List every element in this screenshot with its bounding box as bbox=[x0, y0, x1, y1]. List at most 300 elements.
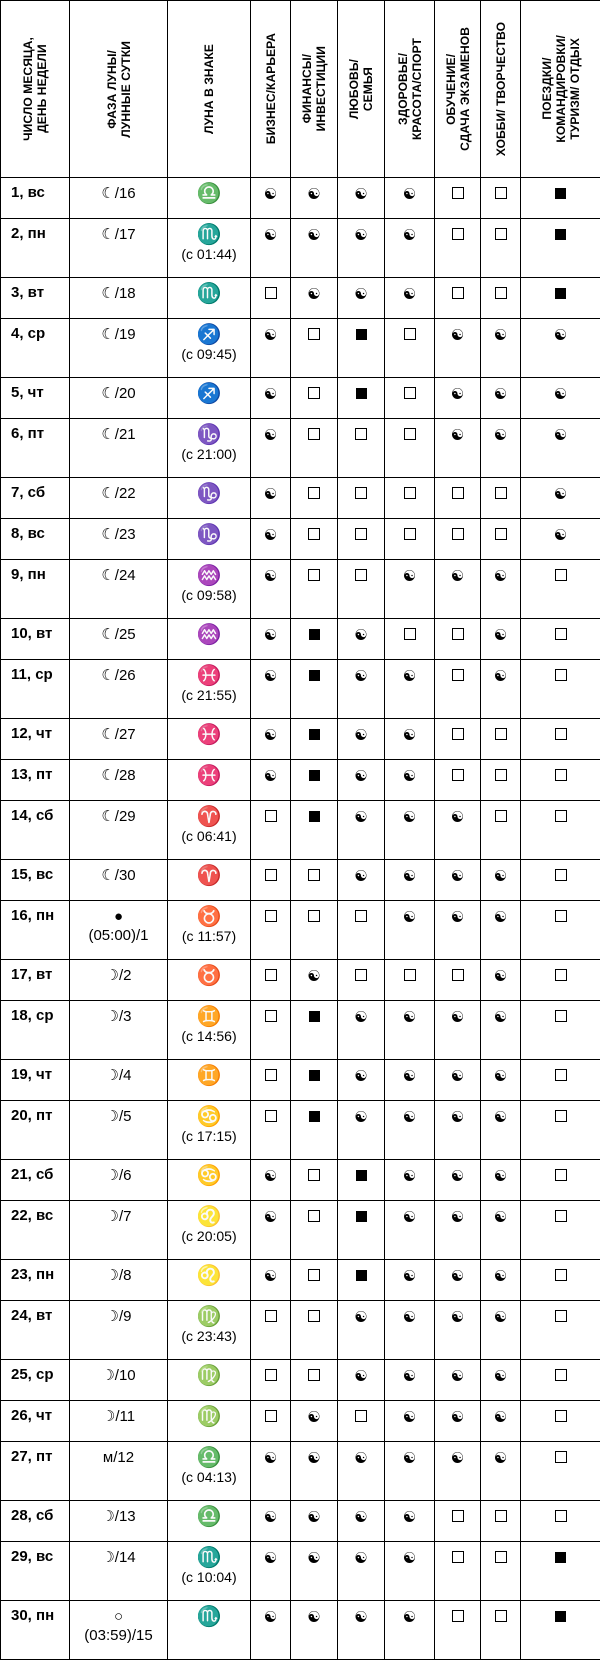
rating-cell bbox=[338, 619, 385, 660]
rating-cell bbox=[521, 1542, 600, 1601]
rating-cell bbox=[435, 1601, 481, 1660]
rating-cell bbox=[435, 901, 481, 960]
day-cell: 15, вс bbox=[1, 860, 70, 901]
empty-square-icon bbox=[265, 1110, 277, 1122]
rating-cell bbox=[385, 860, 435, 901]
rating-cell bbox=[385, 1201, 435, 1260]
empty-square-icon bbox=[555, 1369, 567, 1381]
yin-yang-icon: ☯ bbox=[494, 1110, 507, 1126]
rating-cell bbox=[251, 960, 291, 1001]
rating-cell bbox=[251, 560, 291, 619]
header-label: ОБУЧЕНИЕ/ СДАЧА ЭКЗАМЕНОВ bbox=[444, 27, 472, 151]
moon-sign-cell bbox=[168, 860, 251, 901]
yin-yang-icon: ☯ bbox=[403, 1010, 416, 1026]
zodiac-sign-icon: ♏ bbox=[168, 1548, 250, 1568]
moon-phase-label: ☾/16 bbox=[70, 184, 167, 203]
rating-cell bbox=[385, 760, 435, 801]
rating-cell bbox=[338, 801, 385, 860]
zodiac-sign-icon: ♒ bbox=[168, 566, 250, 586]
moon-phase-label: ● bbox=[70, 907, 167, 926]
day-cell: 9, пн bbox=[1, 560, 70, 619]
empty-square-icon bbox=[452, 769, 464, 781]
yin-yang-icon: ☯ bbox=[494, 1269, 507, 1285]
rating-cell bbox=[338, 760, 385, 801]
moon-phase-label: ☾/24 bbox=[70, 566, 167, 585]
moon-phase-cell bbox=[70, 1101, 168, 1160]
empty-square-icon bbox=[265, 810, 277, 822]
moon-phase-label: ☽/3 bbox=[70, 1007, 167, 1026]
yin-yang-icon: ☯ bbox=[554, 487, 567, 503]
rating-cell bbox=[338, 178, 385, 219]
empty-square-icon bbox=[355, 1410, 367, 1422]
moon-sign-cell bbox=[168, 219, 251, 278]
rating-cell bbox=[338, 219, 385, 278]
header-label: ЗДОРОВЬЕ/ КРАСОТА/СПОРТ bbox=[396, 38, 424, 140]
rating-cell bbox=[338, 1542, 385, 1601]
yin-yang-icon: ☯ bbox=[451, 810, 464, 826]
moon-phase-label: ☾/22 bbox=[70, 484, 167, 503]
yin-yang-icon: ☯ bbox=[264, 569, 277, 585]
rating-cell bbox=[251, 219, 291, 278]
moon-sign-cell bbox=[168, 1201, 251, 1260]
empty-square-icon bbox=[308, 528, 320, 540]
rating-cell bbox=[385, 1260, 435, 1301]
day-cell: 30, пн bbox=[1, 1601, 70, 1660]
filled-square-icon bbox=[555, 288, 566, 299]
day-cell: 28, сб bbox=[1, 1501, 70, 1542]
yin-yang-icon: ☯ bbox=[403, 569, 416, 585]
rating-cell bbox=[521, 560, 600, 619]
rating-cell bbox=[291, 619, 338, 660]
empty-square-icon bbox=[452, 728, 464, 740]
rating-cell bbox=[385, 478, 435, 519]
empty-square-icon bbox=[495, 487, 507, 499]
yin-yang-icon: ☯ bbox=[554, 528, 567, 544]
moon-sign-cell bbox=[168, 1001, 251, 1060]
moon-sign-cell bbox=[168, 178, 251, 219]
empty-square-icon bbox=[308, 1369, 320, 1381]
yin-yang-icon: ☯ bbox=[264, 1551, 277, 1567]
empty-square-icon bbox=[452, 969, 464, 981]
rating-cell bbox=[521, 660, 600, 719]
moon-phase-cell bbox=[70, 1301, 168, 1360]
yin-yang-icon: ☯ bbox=[403, 1610, 416, 1626]
empty-square-icon bbox=[555, 810, 567, 822]
rating-cell bbox=[435, 319, 481, 378]
yin-yang-icon: ☯ bbox=[264, 428, 277, 444]
yin-yang-icon: ☯ bbox=[451, 1451, 464, 1467]
header-cell bbox=[435, 1, 481, 178]
table-row bbox=[1, 860, 600, 901]
moon-phase-label: ☾/23 bbox=[70, 525, 167, 544]
moon-phase-label: ☽/13 bbox=[70, 1507, 167, 1526]
yin-yang-icon: ☯ bbox=[264, 1451, 277, 1467]
filled-square-icon bbox=[309, 1011, 320, 1022]
empty-square-icon bbox=[308, 1210, 320, 1222]
header-label: ЛУНА В ЗНАКЕ bbox=[202, 44, 216, 134]
rating-cell bbox=[385, 660, 435, 719]
zodiac-sign-icon: ♋ bbox=[168, 1107, 250, 1127]
yin-yang-icon: ☯ bbox=[554, 328, 567, 344]
day-cell: 29, вс bbox=[1, 1542, 70, 1601]
rating-cell bbox=[521, 1401, 600, 1442]
rating-cell bbox=[338, 1442, 385, 1501]
rating-cell bbox=[521, 860, 600, 901]
rating-cell bbox=[435, 478, 481, 519]
day-cell: 25, ср bbox=[1, 1360, 70, 1401]
yin-yang-icon: ☯ bbox=[403, 287, 416, 303]
moon-phase-label: м/12 bbox=[70, 1448, 167, 1467]
rating-cell bbox=[338, 478, 385, 519]
yin-yang-icon: ☯ bbox=[494, 869, 507, 885]
rating-cell bbox=[521, 1301, 600, 1360]
yin-yang-icon: ☯ bbox=[354, 187, 367, 203]
empty-square-icon bbox=[308, 869, 320, 881]
rating-cell bbox=[385, 178, 435, 219]
rating-cell bbox=[521, 278, 600, 319]
filled-square-icon bbox=[309, 1111, 320, 1122]
empty-square-icon bbox=[265, 1410, 277, 1422]
yin-yang-icon: ☯ bbox=[264, 487, 277, 503]
empty-square-icon bbox=[495, 187, 507, 199]
rating-cell bbox=[435, 801, 481, 860]
header-label: ЧИСЛО МЕСЯЦА, ДЕНЬ НЕДЕЛИ bbox=[21, 37, 49, 141]
yin-yang-icon: ☯ bbox=[494, 669, 507, 685]
header-label: ЛЮБОВЬ/ СЕМЬЯ bbox=[347, 59, 375, 119]
rating-cell bbox=[291, 860, 338, 901]
day-cell: 1, вс bbox=[1, 178, 70, 219]
empty-square-icon bbox=[355, 528, 367, 540]
rating-cell bbox=[385, 1401, 435, 1442]
moon-sign-cell bbox=[168, 478, 251, 519]
yin-yang-icon: ☯ bbox=[307, 1610, 320, 1626]
rating-cell bbox=[435, 660, 481, 719]
rating-cell bbox=[481, 1601, 521, 1660]
rating-cell bbox=[251, 1401, 291, 1442]
yin-yang-icon: ☯ bbox=[264, 1169, 277, 1185]
empty-square-icon bbox=[452, 187, 464, 199]
moon-sign-cell bbox=[168, 1501, 251, 1542]
moon-phase-cell bbox=[70, 278, 168, 319]
rating-cell bbox=[435, 1001, 481, 1060]
yin-yang-icon: ☯ bbox=[451, 1010, 464, 1026]
table-row bbox=[1, 1260, 600, 1301]
table-row bbox=[1, 1101, 600, 1160]
rating-cell bbox=[251, 1101, 291, 1160]
rating-cell bbox=[521, 1201, 600, 1260]
sign-entry-time: (с 09:58) bbox=[168, 586, 250, 604]
zodiac-sign-icon: ♑ bbox=[168, 425, 250, 445]
table-row bbox=[1, 619, 600, 660]
rating-cell bbox=[251, 1360, 291, 1401]
rating-cell bbox=[251, 419, 291, 478]
rating-cell bbox=[481, 1442, 521, 1501]
filled-square-icon bbox=[555, 1611, 566, 1622]
rating-cell bbox=[481, 860, 521, 901]
rating-cell bbox=[251, 1542, 291, 1601]
table-row bbox=[1, 1501, 600, 1542]
sign-entry-time: (с 21:55) bbox=[168, 686, 250, 704]
yin-yang-icon: ☯ bbox=[264, 328, 277, 344]
zodiac-sign-icon: ♍ bbox=[168, 1366, 250, 1386]
yin-yang-icon: ☯ bbox=[403, 728, 416, 744]
rating-cell bbox=[481, 1501, 521, 1542]
rating-cell bbox=[435, 1301, 481, 1360]
rating-cell bbox=[291, 1601, 338, 1660]
moon-phase-label: ☽/5 bbox=[70, 1107, 167, 1126]
rating-cell bbox=[251, 860, 291, 901]
empty-square-icon bbox=[355, 428, 367, 440]
filled-square-icon bbox=[309, 670, 320, 681]
moon-phase-label: ☽/8 bbox=[70, 1266, 167, 1285]
zodiac-sign-icon: ♌ bbox=[168, 1207, 250, 1227]
table-row bbox=[1, 519, 600, 560]
empty-square-icon bbox=[265, 287, 277, 299]
empty-square-icon bbox=[452, 228, 464, 240]
rating-cell bbox=[291, 1260, 338, 1301]
sign-entry-time: (с 10:04) bbox=[168, 1568, 250, 1586]
table-row bbox=[1, 219, 600, 278]
empty-square-icon bbox=[265, 969, 277, 981]
empty-square-icon bbox=[404, 969, 416, 981]
yin-yang-icon: ☯ bbox=[307, 228, 320, 244]
zodiac-sign-icon: ♍ bbox=[168, 1307, 250, 1327]
rating-cell bbox=[481, 378, 521, 419]
rating-cell bbox=[435, 760, 481, 801]
rating-cell bbox=[435, 378, 481, 419]
yin-yang-icon: ☯ bbox=[494, 1169, 507, 1185]
rating-cell bbox=[521, 960, 600, 1001]
header-cell bbox=[521, 1, 600, 178]
rating-cell bbox=[435, 1101, 481, 1160]
yin-yang-icon: ☯ bbox=[403, 669, 416, 685]
day-cell: 24, вт bbox=[1, 1301, 70, 1360]
empty-square-icon bbox=[308, 428, 320, 440]
moon-phase-cell bbox=[70, 1442, 168, 1501]
empty-square-icon bbox=[495, 1610, 507, 1622]
empty-square-icon bbox=[308, 1310, 320, 1322]
yin-yang-icon: ☯ bbox=[403, 1369, 416, 1385]
table-row bbox=[1, 378, 600, 419]
sign-entry-time: (с 06:41) bbox=[168, 827, 250, 845]
rating-cell bbox=[251, 1160, 291, 1201]
zodiac-sign-icon: ♈ bbox=[168, 807, 250, 827]
rating-cell bbox=[291, 378, 338, 419]
rating-cell bbox=[435, 1060, 481, 1101]
moon-phase-cell bbox=[70, 619, 168, 660]
zodiac-sign-icon: ♐ bbox=[168, 325, 250, 345]
day-cell: 4, ср bbox=[1, 319, 70, 378]
yin-yang-icon: ☯ bbox=[403, 1451, 416, 1467]
rating-cell bbox=[385, 619, 435, 660]
moon-sign-cell bbox=[168, 960, 251, 1001]
table-row bbox=[1, 1060, 600, 1101]
yin-yang-icon: ☯ bbox=[403, 769, 416, 785]
rating-cell bbox=[481, 178, 521, 219]
yin-yang-icon: ☯ bbox=[554, 387, 567, 403]
empty-square-icon bbox=[555, 669, 567, 681]
yin-yang-icon: ☯ bbox=[307, 1451, 320, 1467]
yin-yang-icon: ☯ bbox=[451, 387, 464, 403]
filled-square-icon bbox=[309, 770, 320, 781]
zodiac-sign-icon: ♉ bbox=[168, 907, 250, 927]
rating-cell bbox=[481, 801, 521, 860]
rating-cell bbox=[338, 1201, 385, 1260]
moon-phase-label: ☽/9 bbox=[70, 1307, 167, 1326]
empty-square-icon bbox=[495, 769, 507, 781]
yin-yang-icon: ☯ bbox=[307, 969, 320, 985]
yin-yang-icon: ☯ bbox=[354, 628, 367, 644]
rating-cell bbox=[291, 519, 338, 560]
rating-cell bbox=[251, 378, 291, 419]
rating-cell bbox=[338, 901, 385, 960]
rating-cell bbox=[435, 560, 481, 619]
empty-square-icon bbox=[495, 528, 507, 540]
empty-square-icon bbox=[495, 1551, 507, 1563]
table-row bbox=[1, 1301, 600, 1360]
moon-phase-time: (03:59)/15 bbox=[70, 1626, 167, 1645]
yin-yang-icon: ☯ bbox=[494, 1069, 507, 1085]
empty-square-icon bbox=[452, 528, 464, 540]
yin-yang-icon: ☯ bbox=[403, 1410, 416, 1426]
moon-phase-label: ☾/21 bbox=[70, 425, 167, 444]
empty-square-icon bbox=[555, 1110, 567, 1122]
empty-square-icon bbox=[452, 487, 464, 499]
rating-cell bbox=[385, 219, 435, 278]
zodiac-sign-icon: ♊ bbox=[168, 1007, 250, 1027]
rating-cell bbox=[385, 519, 435, 560]
zodiac-sign-icon: ♏ bbox=[168, 284, 250, 304]
moon-sign-cell bbox=[168, 901, 251, 960]
moon-phase-cell bbox=[70, 860, 168, 901]
empty-square-icon bbox=[555, 1169, 567, 1181]
yin-yang-icon: ☯ bbox=[307, 287, 320, 303]
moon-phase-cell bbox=[70, 560, 168, 619]
day-cell: 5, чт bbox=[1, 378, 70, 419]
yin-yang-icon: ☯ bbox=[403, 1110, 416, 1126]
moon-sign-cell bbox=[168, 801, 251, 860]
yin-yang-icon: ☯ bbox=[451, 428, 464, 444]
empty-square-icon bbox=[495, 810, 507, 822]
yin-yang-icon: ☯ bbox=[494, 387, 507, 403]
sign-entry-time: (с 09:45) bbox=[168, 345, 250, 363]
zodiac-sign-icon: ♑ bbox=[168, 525, 250, 545]
empty-square-icon bbox=[555, 910, 567, 922]
rating-cell bbox=[251, 1501, 291, 1542]
rating-cell bbox=[338, 719, 385, 760]
rating-cell bbox=[435, 519, 481, 560]
filled-square-icon bbox=[356, 1211, 367, 1222]
rating-cell bbox=[521, 1360, 600, 1401]
yin-yang-icon: ☯ bbox=[451, 1410, 464, 1426]
rating-cell bbox=[291, 178, 338, 219]
empty-square-icon bbox=[355, 910, 367, 922]
rating-cell bbox=[521, 1101, 600, 1160]
moon-phase-cell bbox=[70, 1401, 168, 1442]
table-row bbox=[1, 1001, 600, 1060]
filled-square-icon bbox=[356, 329, 367, 340]
rating-cell bbox=[291, 219, 338, 278]
rating-cell bbox=[481, 901, 521, 960]
empty-square-icon bbox=[404, 487, 416, 499]
empty-square-icon bbox=[404, 628, 416, 640]
filled-square-icon bbox=[555, 229, 566, 240]
rating-cell bbox=[435, 1401, 481, 1442]
yin-yang-icon: ☯ bbox=[354, 869, 367, 885]
day-cell: 10, вт bbox=[1, 619, 70, 660]
yin-yang-icon: ☯ bbox=[264, 187, 277, 203]
rating-cell bbox=[291, 419, 338, 478]
moon-sign-cell bbox=[168, 1160, 251, 1201]
rating-cell bbox=[435, 719, 481, 760]
moon-phase-cell bbox=[70, 378, 168, 419]
moon-phase-label: ☽/11 bbox=[70, 1407, 167, 1426]
yin-yang-icon: ☯ bbox=[451, 569, 464, 585]
filled-square-icon bbox=[309, 729, 320, 740]
rating-cell bbox=[385, 378, 435, 419]
rating-cell bbox=[338, 378, 385, 419]
filled-square-icon bbox=[309, 1070, 320, 1081]
moon-phase-time: (05:00)/1 bbox=[70, 926, 167, 945]
rating-cell bbox=[521, 1260, 600, 1301]
rating-cell bbox=[481, 1001, 521, 1060]
day-cell: 2, пн bbox=[1, 219, 70, 278]
yin-yang-icon: ☯ bbox=[354, 810, 367, 826]
yin-yang-icon: ☯ bbox=[494, 328, 507, 344]
empty-square-icon bbox=[308, 910, 320, 922]
rating-cell bbox=[338, 660, 385, 719]
yin-yang-icon: ☯ bbox=[494, 1451, 507, 1467]
yin-yang-icon: ☯ bbox=[403, 1510, 416, 1526]
rating-cell bbox=[521, 319, 600, 378]
empty-square-icon bbox=[308, 387, 320, 399]
empty-square-icon bbox=[355, 569, 367, 581]
sign-entry-time: (с 14:56) bbox=[168, 1027, 250, 1045]
yin-yang-icon: ☯ bbox=[307, 1551, 320, 1567]
rating-cell bbox=[521, 1601, 600, 1660]
yin-yang-icon: ☯ bbox=[354, 1310, 367, 1326]
rating-cell bbox=[338, 1401, 385, 1442]
day-cell: 3, вт bbox=[1, 278, 70, 319]
rating-cell bbox=[291, 901, 338, 960]
rating-cell bbox=[338, 419, 385, 478]
rating-cell bbox=[338, 1101, 385, 1160]
rating-cell bbox=[481, 719, 521, 760]
moon-sign-cell bbox=[168, 719, 251, 760]
rating-cell bbox=[338, 1360, 385, 1401]
moon-sign-cell bbox=[168, 1601, 251, 1660]
moon-sign-cell bbox=[168, 1301, 251, 1360]
empty-square-icon bbox=[555, 1410, 567, 1422]
yin-yang-icon: ☯ bbox=[307, 187, 320, 203]
moon-phase-cell bbox=[70, 478, 168, 519]
header-label: ХОББИ/ ТВОРЧЕСТВО bbox=[494, 22, 508, 156]
moon-phase-cell bbox=[70, 1501, 168, 1542]
empty-square-icon bbox=[308, 1169, 320, 1181]
empty-square-icon bbox=[555, 769, 567, 781]
rating-cell bbox=[385, 1542, 435, 1601]
sign-entry-time: (с 20:05) bbox=[168, 1227, 250, 1245]
yin-yang-icon: ☯ bbox=[403, 1169, 416, 1185]
rating-cell bbox=[338, 1001, 385, 1060]
rating-cell bbox=[385, 801, 435, 860]
table-row bbox=[1, 1601, 600, 1660]
rating-cell bbox=[481, 619, 521, 660]
empty-square-icon bbox=[555, 1451, 567, 1463]
moon-phase-cell bbox=[70, 660, 168, 719]
yin-yang-icon: ☯ bbox=[451, 1310, 464, 1326]
empty-square-icon bbox=[555, 969, 567, 981]
